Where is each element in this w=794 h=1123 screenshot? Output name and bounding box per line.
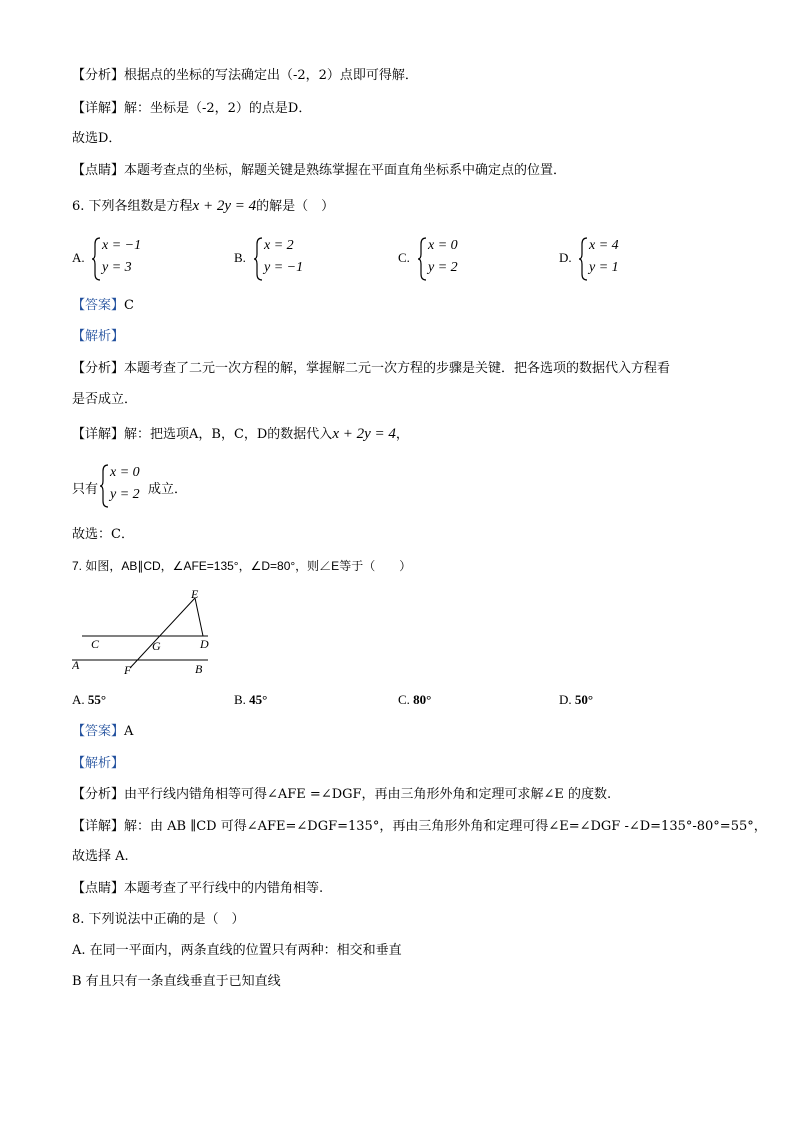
q5-choice: 故选D．	[72, 131, 122, 146]
answer-tag: 【答案】	[72, 298, 125, 313]
label-d: D	[200, 637, 209, 651]
q5-comment: 【点睛】本题考查点的坐标，解题关键是熟练掌握在平面直角坐标系中确定点的位置．	[72, 163, 567, 178]
q7-option-label: C.	[398, 692, 414, 707]
label-g: G	[152, 639, 161, 653]
q7-detail: 【详解】解：由 AB ∥CD 可得∠AFE=∠DGF=135°，再由三角形外角和定理可得∠E=∠DGF -∠D=135°-80°=55°，	[72, 819, 767, 834]
left-brace-icon	[418, 236, 428, 282]
equation-x: x = 0	[428, 238, 458, 253]
q7-answer	[72, 723, 133, 741]
q7-option-b	[234, 692, 267, 708]
equation-y: y = 3	[102, 260, 132, 275]
q6-options	[72, 236, 732, 284]
q6-detail	[72, 425, 409, 444]
q6-only-suffix: 成立．	[148, 482, 188, 497]
left-brace-icon	[100, 463, 110, 509]
left-brace-icon	[254, 236, 264, 282]
q8-option-a: A. 在同一平面内，两条直线的位置只有两种：相交和垂直	[72, 943, 402, 958]
q6-detail-equation: x + 2y = 4	[332, 426, 396, 442]
equation-x: x = 0	[110, 465, 140, 480]
q6-only-line	[72, 463, 272, 511]
answer-tag: 【答案】	[72, 724, 125, 739]
q7-option-value: 45°	[249, 692, 268, 707]
label-f: F	[124, 663, 132, 677]
q7-option-d	[559, 692, 593, 708]
q6-option-label: C.	[398, 250, 410, 265]
equation-y: y = 2	[110, 487, 140, 502]
q6-option-label: A.	[72, 250, 85, 265]
q5-detail: 【详解】解：坐标是（-2，2）的点是D．	[72, 101, 312, 116]
q7-analysis: 【分析】由平行线内错角相等可得∠AFE =∠DGF，再由三角形外角和定理可求解∠E 的度数.	[72, 787, 612, 802]
q6-only-prefix: 只有	[72, 482, 99, 497]
q6-stem-suffix: 的解是（ ）	[256, 199, 335, 214]
q7-option-label: B.	[234, 692, 250, 707]
q6-analysis-tag: 【解析】	[72, 329, 125, 344]
label-e: E	[191, 587, 199, 601]
q6-answer	[72, 297, 134, 315]
q6-equation: x + 2y = 4	[192, 198, 257, 214]
q7-comment: 【点睛】本题考查了平行线中的内错角相等.	[72, 881, 324, 896]
q7-analysis-tag: 【解析】	[72, 756, 125, 771]
q6-choice: 故选：C．	[72, 527, 134, 542]
equation-x: x = 2	[264, 238, 294, 253]
q6-option-label: B.	[234, 250, 246, 265]
answer-value: C	[124, 298, 134, 313]
q7-choice: 故选择 A.	[72, 849, 129, 864]
q8-option-b: B 有且只有一条直线垂直于已知直线	[72, 974, 281, 989]
q7-option-value: 55°	[87, 692, 107, 707]
equation-x: x = 4	[589, 238, 619, 253]
left-brace-icon	[579, 236, 589, 282]
q8-stem: 8. 下列说法中正确的是（ ）	[72, 912, 245, 927]
q6-analysis-line2: 是否成立．	[72, 392, 138, 407]
q6-analysis-line1: 【分析】本题考查了二元一次方程的解，掌握解二元一次方程的步骤是关键．把各选项的数据代入方程看	[72, 361, 671, 376]
equation-y: y = −1	[264, 260, 304, 275]
equation-x: x = −1	[102, 238, 142, 253]
equation-y: y = 1	[589, 260, 619, 275]
label-c: C	[91, 637, 100, 651]
left-brace-icon	[92, 236, 102, 282]
geometry-figure	[72, 586, 214, 678]
q7-option-value: 80°	[413, 692, 432, 707]
q7-option-value: 50°	[574, 692, 594, 707]
q7-option-label: D.	[559, 692, 575, 707]
parallel-lines-figure	[72, 586, 214, 678]
q7-option-a	[72, 692, 106, 708]
q6-detail-suffix: ，	[395, 427, 409, 442]
label-b: B	[195, 662, 203, 676]
q6-stem-prefix: 6. 下列各组数是方程	[72, 199, 193, 214]
label-a: A	[72, 658, 80, 672]
q6-stem	[72, 197, 334, 216]
q7-options	[72, 692, 732, 712]
q5-analysis: 【分析】根据点的坐标的写法确定出（-2，2）点即可得解．	[72, 68, 418, 83]
q6-detail-prefix: 【详解】解：把选项A，B，C，D的数据代入	[72, 427, 333, 442]
answer-value: A	[124, 724, 134, 739]
q7-option-c	[398, 692, 431, 708]
q7-stem: 7. 如图，AB∥CD，∠AFE=135°，∠D=80°，则∠E等于（ ）	[72, 559, 412, 573]
equation-y: y = 2	[428, 260, 458, 275]
q7-option-label: A.	[72, 692, 88, 707]
q6-option-label: D.	[559, 250, 572, 265]
